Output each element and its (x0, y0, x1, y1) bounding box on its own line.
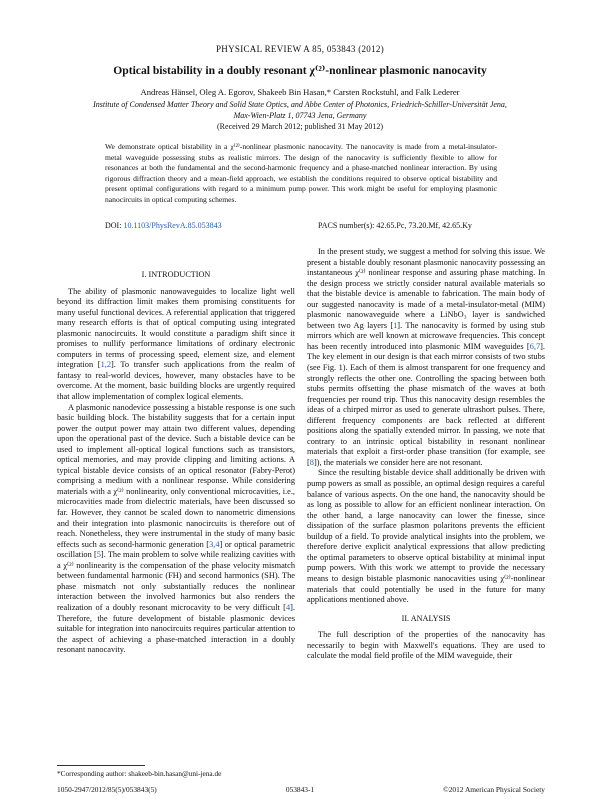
paragraph: The full description of the properties of the nanocavity has necessarily to begin with Maxwell's equations. They are used to calculate the modal field profile of the MIM waveguide, their (307, 630, 545, 661)
citation-link[interactable]: 5 (96, 550, 101, 560)
pacs-numbers: PACS number(s): 42.65.Pc, 73.20.Mf, 42.65.Ky (318, 221, 472, 230)
paragraph: The ability of plasmonic nanowaveguides to localize light well beyond its diffraction limit makes them promising constituents for many useful functional devices. A referential application that triggered many research efforts is that of optical computing using integrated plasmonic nanocircuits. It would constitute a paradigm shift since it promises to nullify performance limitations of ordinary electronic computers in terms of processing speed, element size, and element integration [1,2]. To transfer such applications from the realm of fantasy to real-world devices, however, many obstacles have to be overcome. At the moment, basic building blocks are urgently required that allow implementation of complex logical elements. (57, 286, 295, 402)
doi-line (105, 221, 222, 230)
citation-link[interactable]: 1,2 (100, 360, 112, 370)
paragraph: A plasmonic nanodevice possessing a bistable response is one such basic building block. The bistability suggests that for a certain input power the output power may attain two different values, depending upon the operational past of the device. Such a bistable device can be used to implement all-optical logical functions such as transistors, optical memories, and may provide clipping and limiting actions. A typical bistable device consists of an optical resonator (Fabry-Perot) comprising a medium with a nonlinear response. While considering materials with a χ⁽²⁾ nonlinearity, only conventional microcavities, i.e., microcavities made from dielectric materials, have been discussed so far. However, they cannot be scaled down to nanometric dimensions and their integration into plasmonic nanocircuits is therefore out of reach. Nonetheless, they were instrumental in the study of many basic effects such as second-harmonic generation [3,4] or optical parametric oscillation [5]. The main problem to solve while realizing cavities with a χ⁽²⁾ nonlinearity is the compensation of the phase velocity mismatch between fundamental harmonic (FH) and second harmonics (SH). The phase mismatch not only substantially reduces the nonlinear interaction between the involved harmonics but also renders the realization of a doubly resonant microcavity to be very difficult [4]. Therefore, the future development of bistable plasmonic devices suitable for integration into nanocircuits requires particular attention to the aspect of achieving a phase-matched interaction in a doubly resonant nanocavity. (57, 402, 296, 655)
received-dates: (Received 29 March 2012; published 31 May 2012) (217, 122, 383, 131)
abstract: We demonstrate optical bistability in a χ⁽²⁾-nonlinear plasmonic nanocavity. The nanocavity is made from a metal-insulator-metal waveguide possessing stubs as realistic mirrors. The design of the nanocavity is sufficiently flexible to allow for resonances at both the fundamental and the second-harmonic frequency and a phase-matched nonlinear interaction. By using rigorous diffraction theory and a mean-field approach, we establish the conditions required to observe optical bistability and present optimal configurations with regard to a minimum pump power. This work might be useful for employing plasmonic nanocircuits in optical computing schemes. (105, 142, 497, 204)
right-column (307, 247, 545, 662)
affiliation-line-2: Max-Wien-Platz 1, 07743 Jena, Germany (233, 111, 367, 120)
citation-link[interactable]: 1 (393, 320, 398, 330)
section-heading-analysis: II. ANALYSIS (401, 613, 451, 623)
affiliation-line-1: Institute of Condensed Matter Theory and Solid State Optics, and Abbe Center of Photonics, Friedrich-Schiller-Universität Jena, (93, 100, 507, 109)
affiliation (40, 99, 560, 121)
footnote-divider (57, 765, 145, 766)
section-heading-introduction: I. INTRODUCTION (141, 270, 211, 279)
author-list: Andreas Hänsel, Oleg A. Egorov, Shakeeb Bin Hasan,* Carsten Rockstuhl, and Falk Lederer (140, 87, 460, 97)
corresponding-author-footnote: *Corresponding author: shakeeb-bin.hasan@uni-jena.de (57, 769, 222, 778)
left-column (57, 270, 295, 656)
footer-issn: 1050-2947/2012/85(5)/053843(5) (57, 785, 157, 794)
doi-link[interactable]: 10.1103/PhysRevA.85.053843 (123, 221, 222, 230)
paragraph: Since the resulting bistable device shall additionally be driven with pump powers as small as possible, an optimal design requires a careful balance of various aspects. On the one hand, the nanocavity should be as long as possible to allow for an efficient nonlinear interaction. On the other hand, a large nanocavity can lower the finesse, since dissipation of the surface plasmon polaritons prevents the efficient buildup of a field. To provide analytical insights into the problem, we therefore derive explicit analytical expressions that allow predicting the optimal parameters to observe optical bistability at minimal input pump powers. With this work we attempt to provide the necessary means to design bistable plasmonic nanocavities using χ⁽²⁾-nonlinear materials that could potentially be used in the future for many applications mentioned above. (307, 468, 545, 605)
paper-title: Optical bistability in a doubly resonant χ⁽²⁾-nonlinear plasmonic nanocavity (113, 64, 487, 77)
footer-page-number: 053843-1 (285, 785, 315, 794)
citation-link[interactable]: 4 (285, 602, 291, 612)
citation-link[interactable]: 8 (309, 457, 314, 467)
citation-link[interactable]: 6,7 (529, 341, 541, 351)
citation-link[interactable]: 3,4 (209, 539, 220, 549)
doi-label: DOI: (105, 221, 122, 230)
journal-header: PHYSICAL REVIEW A 85, 053843 (2012) (216, 44, 384, 54)
paragraph: In the present study, we suggest a method for solving this issue. We present a bistable doubly resonant plasmonic nanocavity possessing an instantaneous χ⁽²⁾ nonlinear response and assuring phase matching. In the design process we strictly consider natural available materials so that the bistable device is amenable to fabrication. The main body of our suggested nanocavity is made of a metal-insulator-metal (MIM) plasmonic nanowaveguide where a LiNbO₃ layer is sandwiched between two Ag layers [1]. The nanocavity is formed by using stub mirrors which are well known at microwave frequencies. This concept has been recently introduced into plasmonic MIM waveguides [6,7]. The key element in our design is that each mirror consists of two stubs (see Fig. 1). Each of them is almost transparent for one frequency and strongly reflects the other one. Controlling the spacing between both stubs permits offsetting the phase mismatch of the waves at both frequencies per round trip. Thus this nanocavity design resembles the ideas of a chirped mirror as used to generate ultrashort pulses. There, different frequency components are back reflected at different positions along the spatially extended mirror. In passing, we note that contrary to an intrinsic optical bistability in resonant nonlinear materials that exploit a first-order phase transition (for example, see [8]), the materials we consider here are not resonant. (307, 247, 545, 467)
footer-copyright: ©2012 American Physical Society (443, 785, 545, 794)
